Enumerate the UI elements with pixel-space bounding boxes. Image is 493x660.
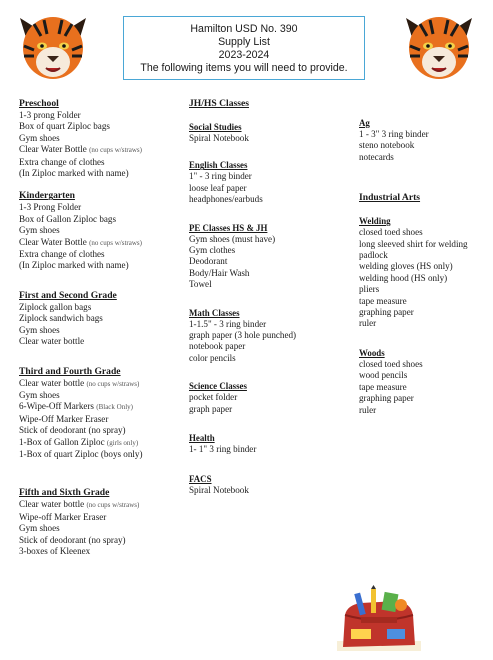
tiger-mascot-left	[14, 10, 92, 82]
district-name: Hamilton USD No. 390	[190, 23, 298, 35]
list-item: Deodorant	[189, 256, 228, 267]
list-item: Towel	[189, 279, 212, 290]
list-item: welding gloves (HS only)	[359, 261, 453, 272]
list-item: Spiral Notebook	[189, 133, 249, 143]
facs-heading: FACS	[189, 473, 212, 484]
industrial-arts-section	[359, 192, 491, 204]
fifth-sixth-section	[19, 487, 189, 557]
list-item: long sleeved shirt for welding	[359, 238, 468, 249]
ag-section	[359, 118, 491, 163]
list-item: 1" - 3 ring binder	[189, 171, 252, 182]
science-heading: Science Classes	[189, 381, 247, 392]
document-title: Supply List	[218, 36, 270, 48]
woods-section	[359, 348, 491, 416]
list-item: (In Ziploc marked with name)	[19, 168, 129, 179]
facs-section	[189, 474, 359, 496]
third-fourth-section	[19, 366, 189, 461]
list-item: ruler	[359, 404, 377, 415]
list-item	[19, 378, 189, 390]
list-item: 1-Box of quart Ziploc (boys only)	[19, 448, 143, 459]
english-heading: English Classes	[189, 160, 248, 171]
item-note: (no cups w/straws)	[89, 146, 142, 155]
instruction-text: The following items you will need to provide.	[140, 62, 348, 74]
list-item: Box of quart Ziploc bags	[19, 121, 110, 132]
first-second-section	[19, 290, 189, 348]
preschool-heading: Preschool	[19, 98, 59, 109]
list-item: loose leaf paper	[189, 182, 247, 193]
list-item: closed toed shoes	[359, 227, 423, 238]
school-supplies-bag-illustration	[331, 585, 425, 655]
list-item: Gym shoes	[19, 523, 60, 534]
list-item: graph paper (3 hole punched)	[189, 330, 297, 341]
third-fourth-heading: Third and Fourth Grade	[19, 365, 121, 377]
item-text: 6-Wipe-Off Markers	[19, 401, 94, 412]
item-note: (Black Only)	[96, 403, 133, 412]
list-item: welding hood (HS only)	[359, 272, 448, 283]
list-item: Ziplock sandwich bags	[19, 313, 103, 324]
list-item: 3-boxes of Kleenex	[19, 545, 91, 556]
electives-column	[359, 118, 491, 416]
list-item: ruler	[359, 318, 377, 329]
social-studies-heading: Social Studies	[189, 122, 242, 132]
list-item: graphing paper	[359, 393, 414, 404]
list-item: notebook paper	[189, 341, 246, 352]
list-item: tape measure	[359, 381, 407, 392]
woods-heading: Woods	[359, 347, 385, 358]
kindergarten-heading: Kindergarten	[19, 190, 75, 202]
first-second-heading: First and Second Grade	[19, 289, 117, 301]
list-item: 1-3 Prong Folder	[19, 202, 82, 213]
ag-heading: Ag	[359, 118, 370, 128]
list-item	[19, 237, 189, 249]
list-item: 1-1.5" - 3 ring binder	[189, 318, 267, 329]
list-item	[19, 499, 189, 511]
list-item: Spiral Notebook	[189, 484, 249, 495]
list-item: tape measure	[359, 295, 407, 306]
health-section	[189, 433, 359, 455]
list-item: (In Ziploc marked with name)	[19, 260, 129, 271]
pe-section	[189, 223, 359, 291]
list-item: Stick of deodorant (no spray)	[19, 425, 126, 436]
list-item: Clear water bottle	[19, 336, 85, 347]
welding-heading: Welding	[359, 216, 391, 227]
list-item: headphones/earbuds	[189, 194, 263, 205]
item-text: Clear Water Bottle	[19, 236, 87, 247]
item-text: Clear water bottle	[19, 499, 85, 510]
welding-section	[359, 216, 491, 330]
list-item: padlock	[359, 250, 388, 261]
item-text: Clear water bottle	[19, 377, 85, 388]
item-text: Clear Water Bottle	[19, 144, 87, 155]
item-note: (girls only)	[106, 438, 139, 447]
social-studies-section	[189, 122, 359, 144]
list-item: 1 - 3" 3 ring binder	[359, 129, 429, 139]
list-item: 1-3 prong Folder	[19, 110, 81, 120]
preschool-section	[19, 98, 189, 179]
list-item: Gym shoes	[19, 132, 60, 143]
list-item: pliers	[359, 284, 380, 295]
list-item: Ziplock gallon bags	[19, 301, 92, 312]
list-item: graph paper	[189, 403, 233, 414]
tiger-mascot-right	[400, 10, 478, 82]
list-item: Gym clothes	[189, 245, 236, 256]
list-item: Wipe-off Marker Eraser	[19, 511, 107, 522]
item-text: 1-Box of Gallon Ziploc	[19, 436, 105, 447]
health-heading: Health	[189, 433, 215, 444]
list-item: steno notebook	[359, 140, 415, 151]
industrial-arts-heading: Industrial Arts	[359, 192, 421, 204]
fifth-sixth-heading: Fifth and Sixth Grade	[19, 487, 110, 499]
list-item: Gym shoes	[19, 324, 60, 335]
jh-hs-heading: JH/HS Classes	[189, 98, 249, 109]
list-item: notecards	[359, 151, 394, 162]
english-section	[189, 160, 359, 205]
list-item: wood pencils	[359, 370, 408, 381]
list-item: Gym shoes (must have)	[189, 233, 276, 244]
list-item: Extra change of clothes	[19, 249, 105, 260]
kindergarten-section	[19, 190, 189, 271]
title-box	[123, 16, 365, 80]
list-item: Stick of deodorant (no spray)	[19, 534, 126, 545]
list-item: 1- 1" 3 ring binder	[189, 444, 257, 455]
pe-heading: PE Classes HS & JH	[189, 222, 268, 233]
list-item: Extra change of clothes	[19, 156, 105, 167]
item-note: (no cups w/straws)	[86, 379, 140, 388]
math-section	[189, 308, 359, 365]
item-note: (no cups w/straws)	[89, 238, 142, 247]
list-item	[19, 401, 189, 413]
math-heading: Math Classes	[189, 307, 240, 318]
list-item: pocket folder	[189, 392, 238, 403]
list-item	[19, 437, 189, 449]
school-year: 2023-2024	[218, 49, 270, 61]
list-item: Box of Gallon Ziploc bags	[19, 213, 116, 224]
elementary-column	[19, 98, 189, 557]
list-item: Gym shoes	[19, 389, 60, 400]
jh-hs-column	[189, 98, 359, 496]
list-item: Wipe-Off Marker Eraser	[19, 413, 109, 424]
list-item: Body/Hair Wash	[189, 267, 250, 278]
item-note: (no cups w/straws)	[86, 501, 140, 510]
list-item	[19, 144, 189, 156]
list-item: graphing paper	[359, 307, 414, 318]
list-item: color pencils	[189, 352, 236, 363]
science-section	[189, 381, 359, 415]
jh-hs-section	[189, 98, 359, 110]
list-item: Gym shoes	[19, 225, 60, 236]
list-item: closed toed shoes	[359, 358, 423, 369]
